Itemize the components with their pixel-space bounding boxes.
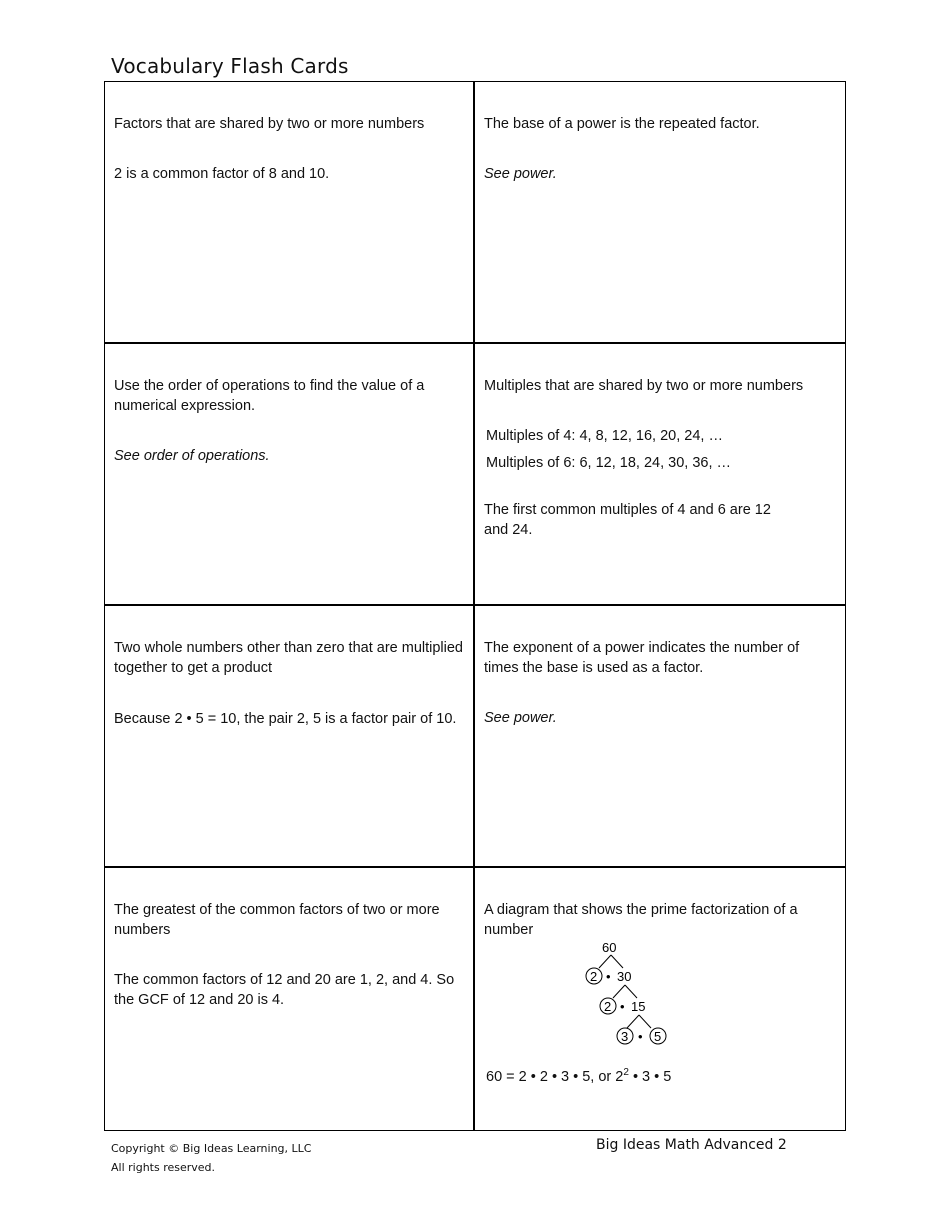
flash-card-factor-pair xyxy=(105,606,475,868)
tree-node-prime: 5 xyxy=(654,1029,662,1044)
tree-node-prime: 3 xyxy=(621,1029,629,1044)
flash-card-gcf xyxy=(105,868,475,1130)
factor-tree-diagram xyxy=(475,868,845,1068)
flash-card-common-factors xyxy=(105,82,475,344)
card-definition: The greatest of the common factors of two or more numbers xyxy=(114,902,440,938)
card-definition: A diagram that shows the prime factorization of a number xyxy=(484,902,798,938)
card-example-line: The first common multiples of 4 and 6 are 12 and 24. xyxy=(484,502,771,538)
equation-exponent: 2 xyxy=(623,1067,629,1078)
tree-dot: • xyxy=(620,999,625,1014)
flash-card-exponent xyxy=(475,606,845,868)
card-example: See order of operations. xyxy=(114,448,270,464)
card-definition: The base of a power is the repeated factor. xyxy=(484,116,760,132)
card-example: Because 2 • 5 = 10, the pair 2, 5 is a factor pair of 10. xyxy=(114,711,457,727)
equation-tail: • 3 • 5 xyxy=(628,1068,672,1085)
flash-card-factor-tree xyxy=(475,868,845,1130)
card-definition: The exponent of a power indicates the number of times the base is used as a factor. xyxy=(484,640,800,676)
flash-card-grid xyxy=(104,81,846,1131)
card-example: See power. xyxy=(484,710,557,726)
flash-card-evaluate xyxy=(105,344,475,606)
card-definition: Multiples that are shared by two or more numbers xyxy=(484,378,804,394)
flash-card-base xyxy=(475,82,845,344)
card-example: 2 is a common factor of 8 and 10. xyxy=(114,166,330,182)
card-definition: Factors that are shared by two or more numbers xyxy=(114,116,425,132)
card-example-line: Multiples of 6: 6, 12, 18, 24, 30, 36, … xyxy=(486,455,732,471)
tree-node-root: 60 xyxy=(602,940,617,955)
prime-factorization-equation xyxy=(486,1067,671,1085)
tree-dot: • xyxy=(606,969,611,984)
card-definition: Use the order of operations to find the value of a numerical expression. xyxy=(114,378,425,414)
copyright-notice xyxy=(111,1139,311,1177)
card-definition: Two whole numbers other than zero that are multiplied together to get a product xyxy=(114,640,463,676)
page-title: Vocabulary Flash Cards xyxy=(111,54,349,78)
tree-node: 30 xyxy=(617,969,632,984)
tree-node-prime: 2 xyxy=(590,969,598,984)
rights-line: All rights reserved. xyxy=(111,1161,216,1174)
book-title: Big Ideas Math Advanced 2 xyxy=(596,1137,787,1153)
flash-card-common-multiples xyxy=(475,344,845,606)
tree-node-prime: 2 xyxy=(604,999,612,1014)
card-example: The common factors of 12 and 20 are 1, 2, and 4. So the GCF of 12 and 20 is 4. xyxy=(114,972,455,1008)
tree-node: 15 xyxy=(631,999,646,1014)
tree-dot: • xyxy=(638,1029,643,1044)
equation-main: 60 = 2 • 2 • 3 • 5, or 2 xyxy=(486,1068,624,1085)
card-example: See power. xyxy=(484,166,557,182)
card-example-line: Multiples of 4: 4, 8, 12, 16, 20, 24, … xyxy=(486,428,723,444)
copyright-line: Copyright © Big Ideas Learning, LLC xyxy=(111,1142,312,1155)
